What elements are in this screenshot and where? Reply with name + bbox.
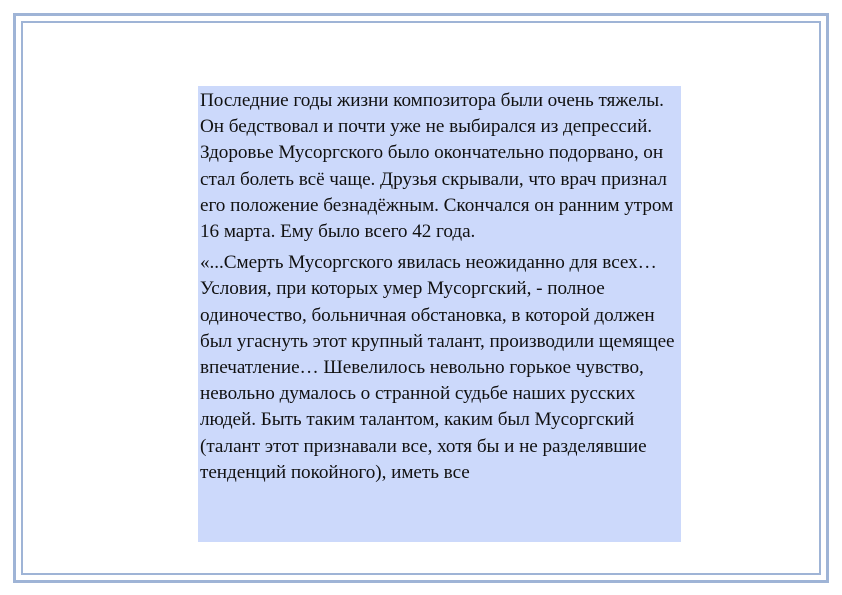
highlighted-text-block [198,86,681,542]
paragraph-quote: «...Смерть Мусоргского явилась неожиданно для всех… Условия, при которых умер Мусоргский, - полное одиночество, больничная обстановка, в которой должен был угаснуть этот крупный талант, производили щемящее впечатление… Шевелилось невольно горькое чувство, невольно думалось о странной судьбе наших русских людей. Быть таким талантом, каким был Мусоргский (талант этот признавали все, хотя бы и не разделявшие тенденций покойного), иметь все [200,252,675,483]
paragraph-biography: Последние годы жизни композитора были очень тяжелы. Он бедствовал и почти уже не выбирался из депрессий. Здоровье Мусоргского было окончательно подорвано, он стал болеть всё чаще. Друзья скрывали, что врач признал его положение безнадёжным. Скончался он ранним утром 16 марта. Ему было всего 42 года. [200,90,674,243]
